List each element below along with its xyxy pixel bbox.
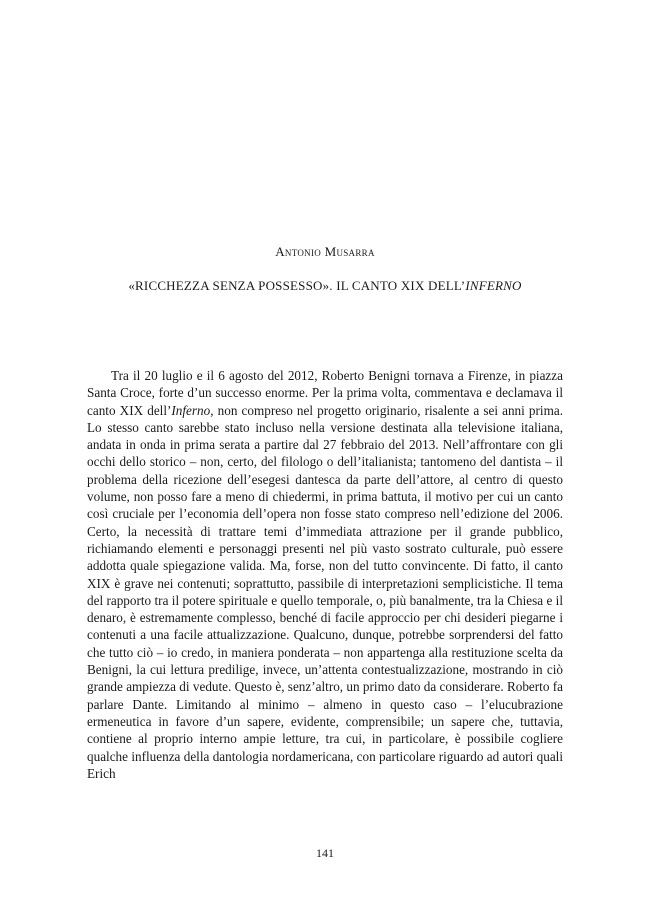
paragraph [87, 367, 563, 782]
author-name: Antonio Musarra [275, 244, 375, 259]
paragraph-text-start: Tra il 20 luglio e il 6 agosto del 2012, Roberto Benigni tornava a Firenze, in piazza Santa Croce, forte d’un successo enorme. Per la prima volta, commentava e declamava il canto XIX dell’ [87, 368, 563, 418]
chapter-title-text: «RICCHEZZA SENZA POSSESSO». IL CANTO XIX DELL’ [128, 278, 466, 293]
paragraph-text-rest: , non compreso nel progetto originario, risalente a sei anni prima. Lo stesso canto sarebbe stato incluso nella versione destinata alla televisione italiana, andata in onda in prima serata a partire dal 27 febbraio del 2013. Nell’affrontare con gli occhi dello storico – non, certo, del filologo o dell’italianista; tantomeno del dantista – il problema della ricezione dell’esegesi dantesca da parte dell’attore, al centro di questo volume, non posso fare a meno di chiedermi, in prima battuta, il motivo per cui un canto così cruciale per l’economia dell’opera non fosse stato compreso nell’edizione del 2006. Certo, la necessità di trattare temi d’immediata attrazione per il grande pubblico, richiamando elementi e personaggi presenti nel più vasto sostrato culturale, può essere addotta quale spiegazione valida. Ma, forse, non del tutto convincente. Di fatto, il canto XIX è grave nei contenuti; soprattutto, passibile di interpretazioni semplicistiche. Il tema del rapporto tra il potere spirituale e quello temporale, o, più banalmente, tra la Chiesa e il denaro, è estremamente complesso, benché di facile approccio per chi desideri piegarne i contenuti a una facile attualizzazione. Qualcuno, dunque, potrebbe sorprendersi del fatto che tutto ciò – io credo, in maniera ponderata – non appartenga alla restituzione scelta da Benigni, la cui lettura predilige, invece, un’attenta contestualizzazione, mostrando in ciò grande ampiezza di vedute. Questo è, senz’altro, un primo dato da considerare. Roberto fa parlare Dante. Limitando al minimo – almeno in questo caso – l’elucubrazione ermeneutica in favore d’un sapere, evidente, comprensibile; un sapere che, tuttavia, contiene al proprio interno ampie letture, tra cui, in particolare, è possibile cogliere qualche influenza della dantologia nordamericana, con particolare riguardo ad autori quali Erich [87, 402, 563, 781]
body-text [87, 367, 563, 782]
chapter-title-italic: INFERNO [465, 278, 522, 293]
page-number: 141 [316, 846, 334, 860]
paragraph-italic-title: Inferno [171, 402, 211, 418]
chapter-title [0, 278, 650, 294]
